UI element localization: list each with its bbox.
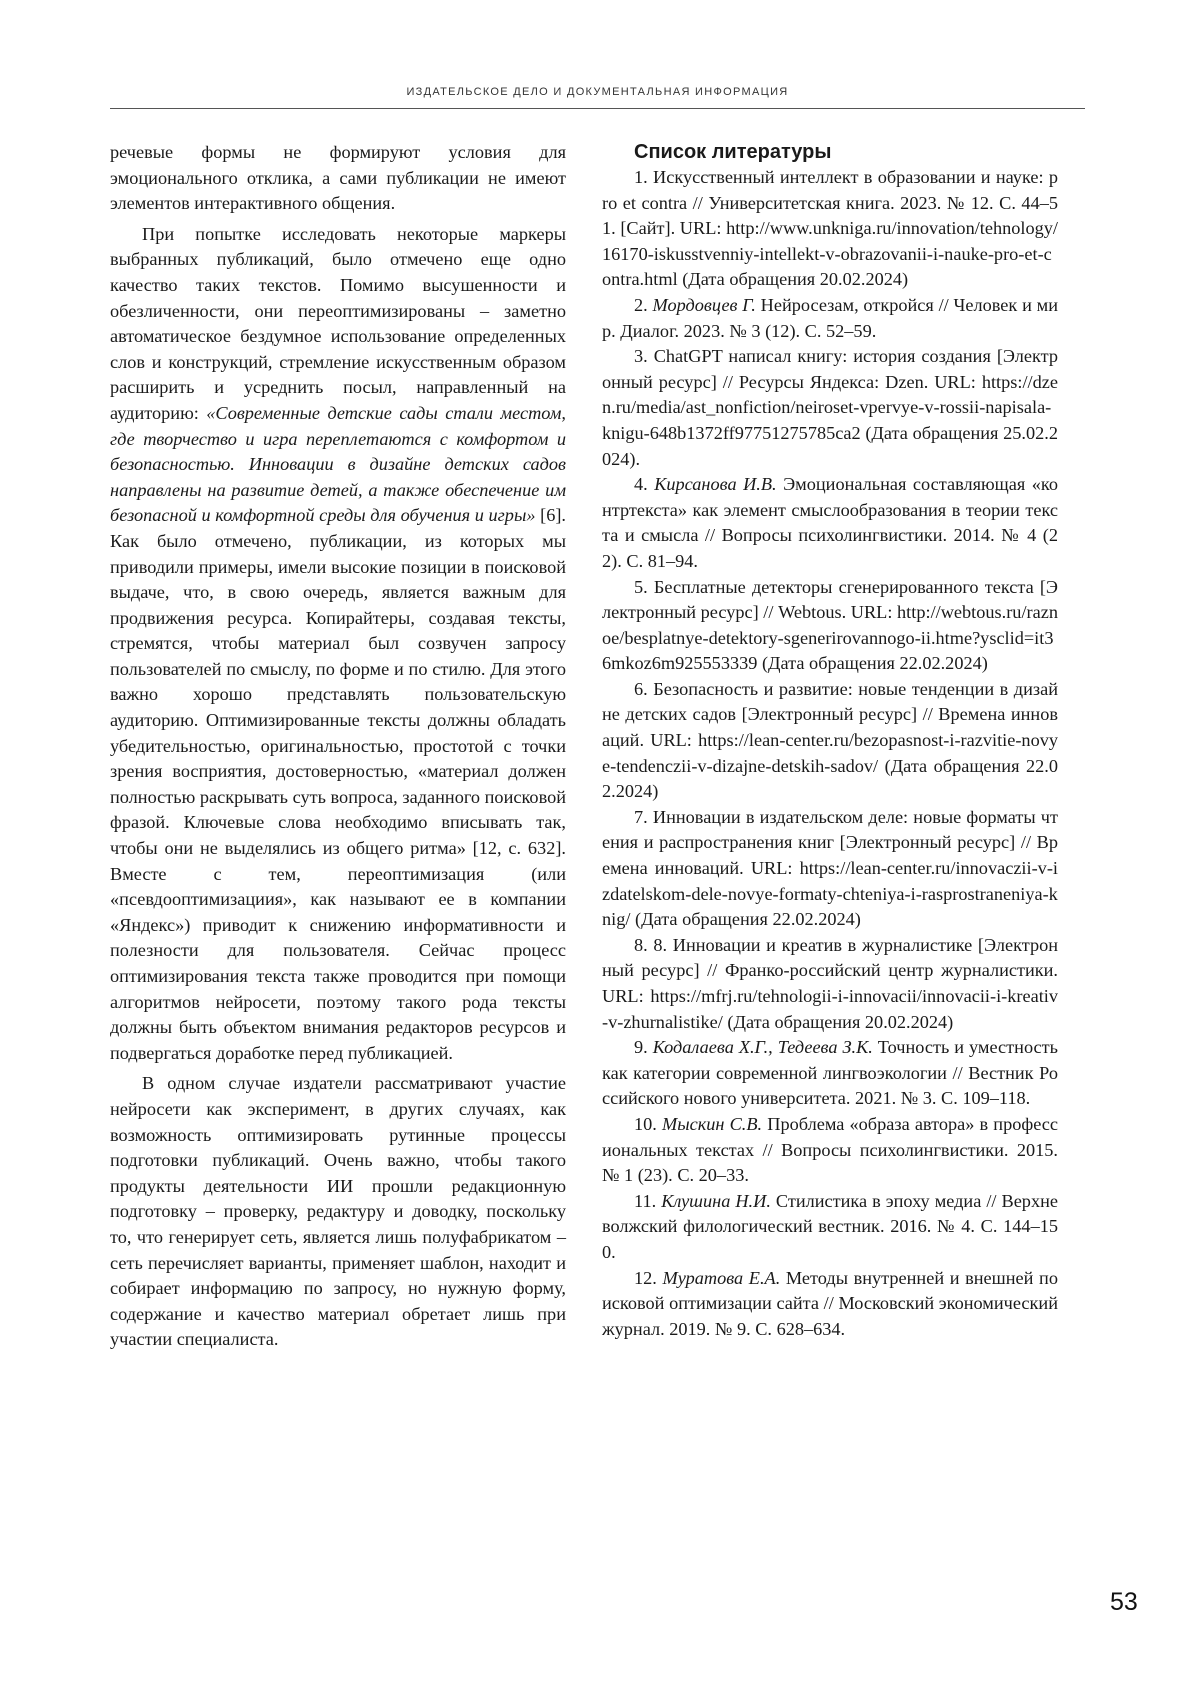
reference-text: Инновации в издательском деле: новые форматы чтения и распространения книг [Электронный ресурс] // Времена инноваций. URL: https://lean-center.ru/innovaczii-v-izdatelskom-dele-novye-formaty-chteniya-i-rasprostraneniya-knig/ (Дата обращения 22.02.2024) [602, 806, 1058, 930]
reference-item [602, 1266, 1058, 1343]
reference-number: 1. [634, 167, 648, 187]
reference-item [602, 472, 1058, 574]
reference-number: 6. [634, 678, 648, 699]
body-paragraph-2 [110, 222, 566, 1067]
article-body-column [110, 140, 566, 1353]
body-paragraph-1: речевые формы не формируют условия для эмоционального отклика, а сами публикации не имеют элементов интерактивного общения. [110, 142, 566, 214]
reference-author: Кирсанова И.В. [654, 474, 777, 495]
reference-author: Муратова Е.А. [662, 1267, 781, 1288]
references-column [602, 139, 1058, 1342]
reference-text: ChatGPT написал книгу: история создания [Электронный ресурс] // Ресурсы Яндекса: Dzen. URL: https://dzen.ru/media/ast_nonfiction/neiroset-vpervye-v-rossii-napisala-knigu-648b1372ff97751275785ca2 (Дата обращения 25.02.2024). [602, 346, 1058, 469]
reference-text: Эмоциональная составляющая «контртекста» как элемент смыслообразования в теории текста и смысла // Вопросы психолингвистики. 2014. № 4 (22). С. 81–94. [602, 474, 1058, 571]
reference-item [602, 1189, 1058, 1266]
reference-number: 11. [634, 1190, 657, 1211]
reference-number: 9. [634, 1037, 648, 1058]
reference-author: Кодалаева Х.Г., Тедеева З.К. [652, 1037, 873, 1058]
reference-item [602, 1035, 1058, 1112]
reference-number: 10. [634, 1113, 657, 1134]
reference-text: Нейросезам, откройся // Человек и мир. Диалог. 2023. № 3 (12). С. 52–59. [602, 294, 1058, 341]
reference-list [602, 165, 1058, 1342]
paragraph-2-text-start: При попытке исследовать некоторые маркеры выбранных публикаций, было отмечено еще одно качество таких текстов. Помимо высушенности и обезличенности, они переоптимизированы – заметно автоматическое бездумное использование определенных слов и конструкций, стремление искусственным образом расширить и усреднить посыл, направленный на аудиторию: [110, 223, 566, 423]
reference-text: 8. Инновации и креатив в журналистике [Электронный ресурс] // Франко-российский центр журналистики. URL: https://mfrj.ru/tehnologii-i-innovacii/innovacii-i-kreativ-v-zhurnalistike/ (Дата обращения 20.02.2024) [602, 934, 1059, 1032]
page-number: 53 [1110, 1588, 1138, 1616]
reference-text: Бесплатные детекторы сгенерированного текста [Электронный ресурс] // Webtous. URL: http://webtous.ru/raznoe/besplatnye-detektory-sgenerirovannogo-ii.htme?ysclid=it36mkoz6m925553339 (Дата обращения 22.02.2024) [602, 576, 1058, 674]
reference-number: 3. [634, 346, 648, 367]
reference-item [602, 677, 1058, 805]
reference-text: Безопасность и развитие: новые тенденции в дизайне детских садов [Электронный ресурс] // Времена инноваций. URL: https://lean-center.ru/bezopasnost-i-razvitie-novye-tendenczii-v-dizajne-detskih-sadov/ (Дата обращения 22.02.2024) [602, 678, 1058, 802]
reference-text: Точность и уместность как категории современной лингвоэкологии // Вестник Российского нового университета. 2021. № 3. С. 109–118. [602, 1037, 1058, 1109]
reference-author: Мыскин С.В. [662, 1113, 763, 1134]
reference-number: 7. [634, 806, 648, 827]
reference-text: Стилистика в эпоху медиа // Верхневолжский филологический вестник. 2016. № 4. С. 144–150. [602, 1190, 1058, 1262]
paragraph-2-quote: «Современные детские сады стали местом, где творчество и игра переплетаются с комфортом и безопасностью. Инновации в дизайне детских садов направлены на развитие детей, а также обеспечение им безопасной и комфортной среды для обучения и игры» [110, 402, 566, 526]
reference-number: 12. [634, 1267, 657, 1288]
body-paragraph-3: В одном случае издатели рассматривают участие нейросети как эксперимент, в других случаях, как возможность оптимизировать рутинные процессы подготовки публикаций. Очень важно, чтобы такого продукты деятельности ИИ прошли редакционную подготовку – проверку, редактуру и доводку, поскольку то, что генерирует сеть, является лишь полуфабрикатом – сеть перечисляет варианты, применяет шаблон, находит и собирает информацию по запросу, но нужную форму, содержание и качество материал обретает лишь при участии специалиста. [110, 1073, 566, 1350]
reference-item [602, 344, 1058, 472]
reference-item [602, 165, 1058, 293]
reference-author: Мордовцев Г. [652, 294, 756, 315]
reference-author: Клушина Н.И. [661, 1190, 771, 1211]
reference-number: 5. [634, 576, 648, 597]
references-title: Список литературы [634, 141, 832, 163]
reference-item [602, 575, 1058, 677]
reference-number: 2. [634, 294, 648, 315]
running-title: ИЗДАТЕЛЬСКОЕ ДЕЛО И ДОКУМЕНТАЛЬНАЯ ИНФОРМАЦИЯ [406, 86, 789, 98]
reference-number: 4. [634, 474, 648, 495]
paragraph-2-text-end: [6]. Как было отмечено, публикации, из которых мы приводили примеры, имели высокие позиции в поисковой выдаче, что, в свою очередь, является важным для продвижения ресурса. Копирайтеры, создавая тексты, стремятся, чтобы материал был созвучен запросу пользователей по смыслу, по форме и по стилю. Для этого важно хорошо представлять пользовательскую аудиторию. Оптимизированные тексты должны обладать убедительностью, оригинальностью, простотой с точки зрения восприятия, достоверностью, «материал должен полностью раскрывать суть вопроса, заданного поисковой фразой. Ключевые слова необходимо вписывать так, чтобы они не выделялись из общего ритма» [12, с. 632]. Вместе с тем, переоптимизация (или «псевдооптимизациия», как называют ее в компании «Яндекс») приводит к снижению информативности и полезности для пользователя. Сейчас процесс оптимизирования текста также проводится при помощи алгоритмов нейросети, поэтому такого рода тексты должны быть объектом внимания редакторов ресурсов и подвергаться доработке перед публикацией. [110, 505, 566, 1063]
reference-text: Проблема «образа автора» в профессиональных текстах // Вопросы психолингвистики. 2015. № 1 (23). С. 20–33. [602, 1113, 1058, 1186]
header-rule [110, 108, 1085, 109]
reference-item [602, 805, 1058, 933]
reference-item [602, 293, 1058, 344]
reference-number: 8. [634, 934, 648, 955]
reference-item [602, 1112, 1058, 1189]
reference-text: Искусственный интеллект в образовании и науке: pro et contra // Университетская книга. 2023. № 12. С. 44–51. [Сайт]. URL: http://www.unkniga.ru/innovation/tehnology/16170-iskusstvenniy-intellekt-v-obrazovanii-i-nauke-pro-et-contra.html (Дата обращения 20.02.2024) [602, 167, 1058, 290]
reference-item [602, 933, 1058, 1035]
reference-text: Методы внутренней и внешней поисковой оптимизации сайта // Московский экономический журнал. 2019. № 9. С. 628–634. [602, 1267, 1058, 1339]
